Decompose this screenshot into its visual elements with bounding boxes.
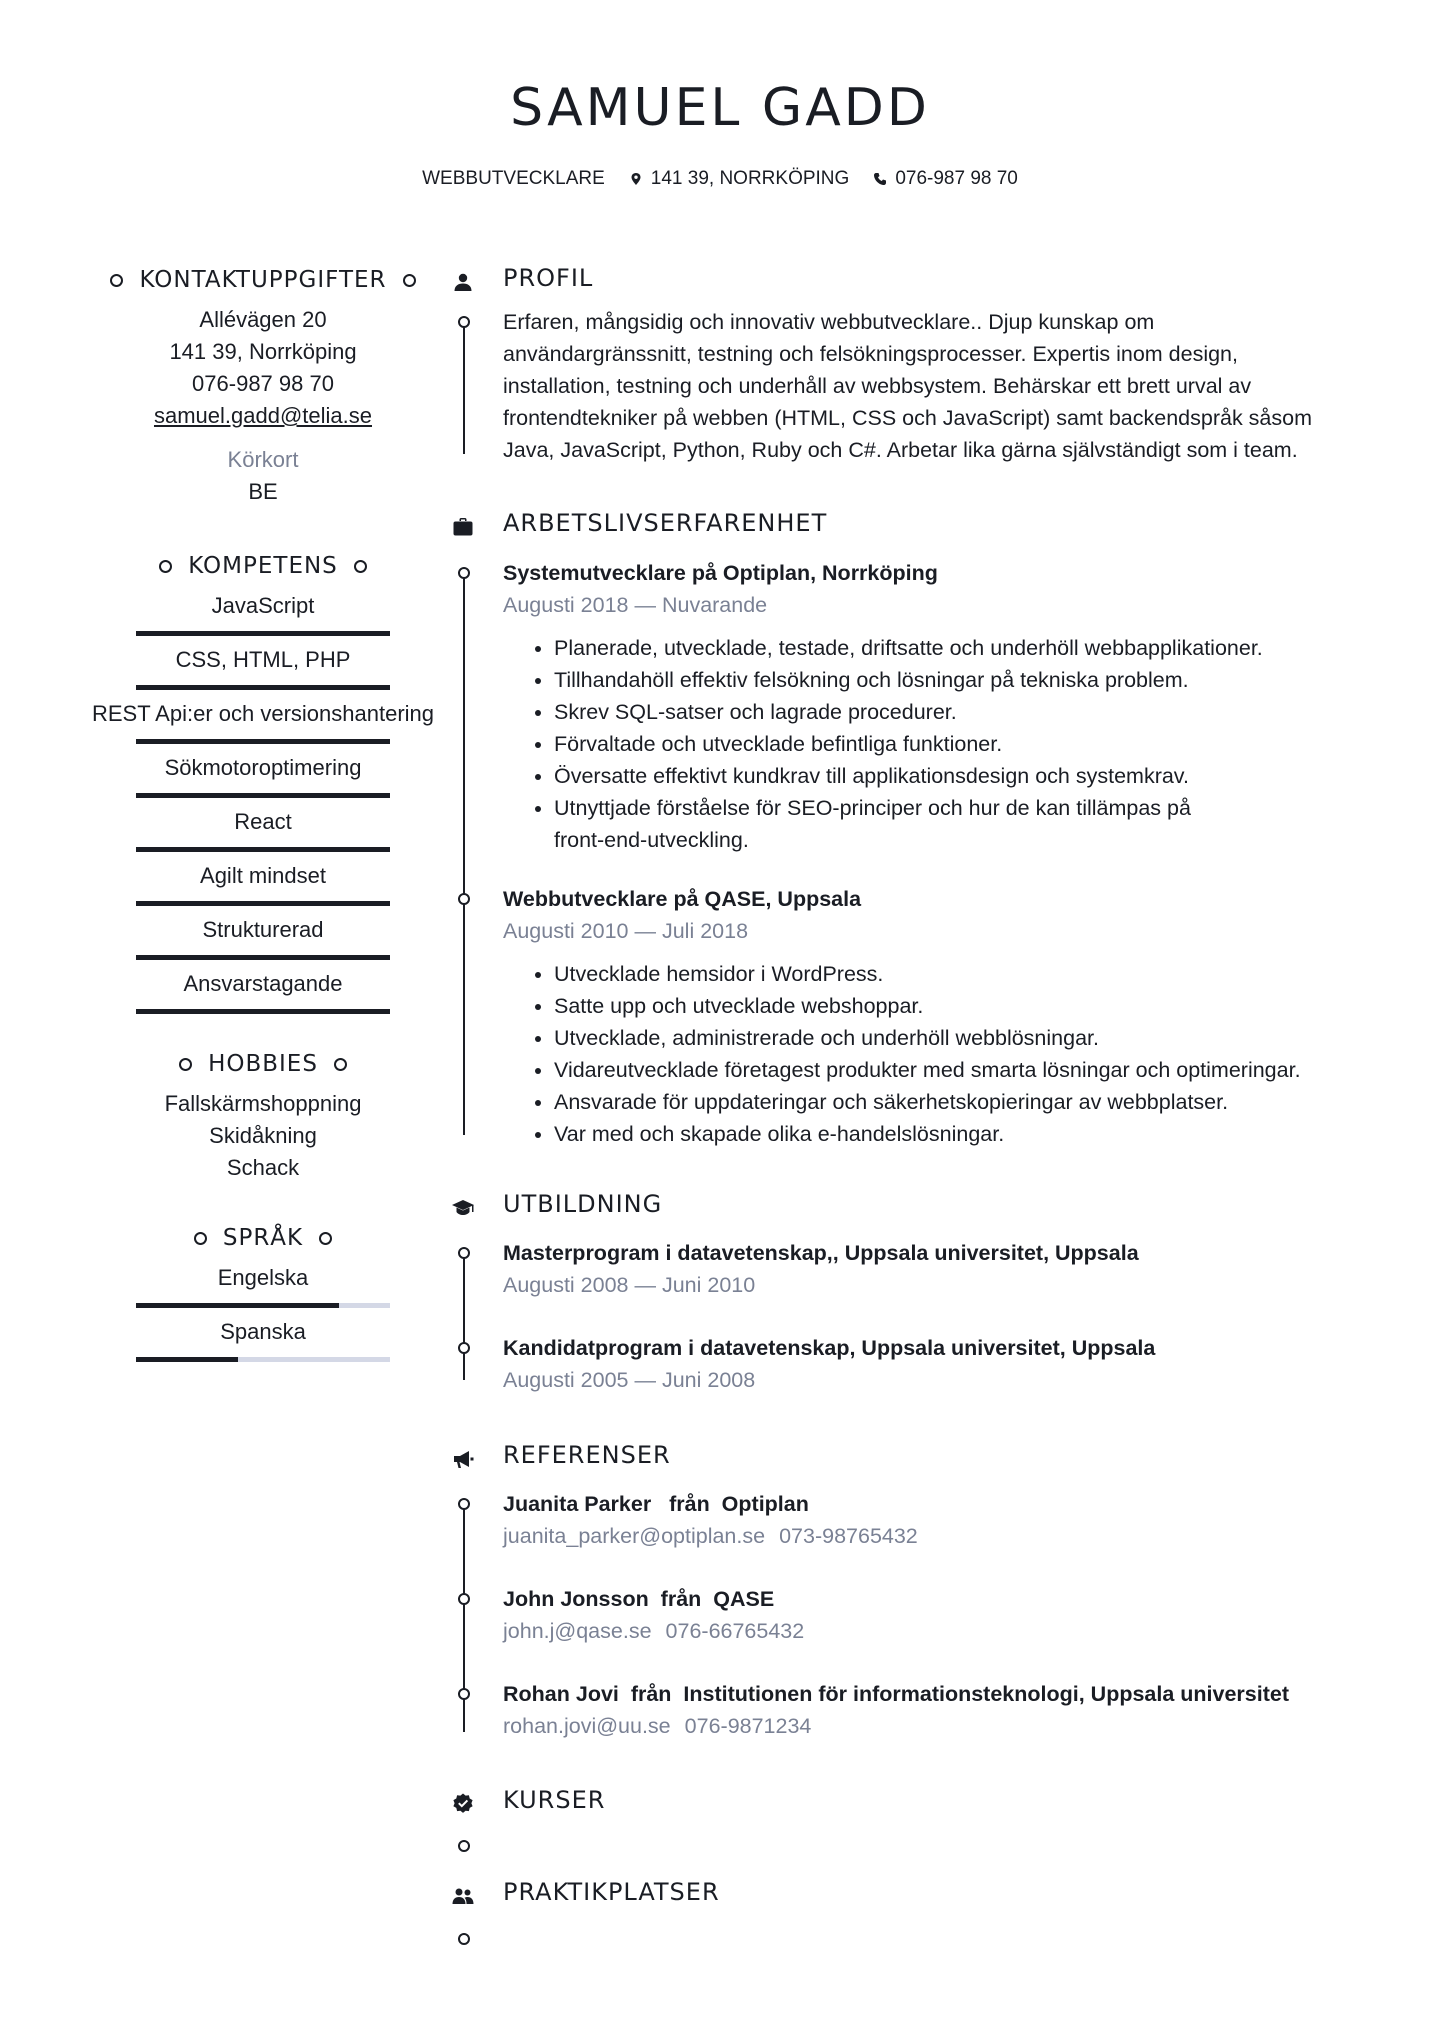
education-title: Kandidatprogram i datavetenskap, Uppsala universitet, Uppsala (503, 1336, 1156, 1360)
bullet-item: • Förvaltade och utvecklade befintliga funktioner. (554, 728, 1374, 760)
phone (873, 168, 1018, 190)
skill-bar (136, 631, 390, 636)
bullet-item: • Planerade, utvecklade, testade, driftsatte och underhöll webbapplikationer. (554, 632, 1374, 664)
timeline-dot (458, 1593, 470, 1605)
people-icon (451, 1884, 475, 1908)
ring-icon (354, 560, 367, 573)
job-entry (503, 883, 861, 947)
timeline-line (463, 1250, 465, 1380)
job-bullets (528, 632, 1374, 856)
reference-phone: 076-66765432 (665, 1619, 805, 1643)
profile-line: Erfaren, mångsidig och innovativ webbutvecklare.. Djup kunskap om (503, 310, 1155, 334)
ring-icon (110, 274, 123, 287)
language-level-fill (136, 1303, 339, 1308)
skill-label: Sökmotoroptimering (164, 755, 362, 780)
ring-icon (159, 560, 172, 573)
skill-item (85, 752, 441, 806)
bullet-item: • Skrev SQL-satser och lagrade procedurer. (554, 696, 1374, 728)
header-subline (0, 168, 1440, 190)
education-entry (503, 1237, 1139, 1301)
skill-item (85, 698, 441, 752)
skill-bar (136, 793, 390, 798)
education-period: Augusti 2005 — Juni 2008 (503, 1368, 756, 1392)
reference-entry (503, 1583, 818, 1647)
skill-bar (136, 685, 390, 690)
skills-list (85, 590, 441, 1022)
experience-heading: ARBETSLIVSERFARENHET (503, 509, 828, 537)
skill-label: React (234, 809, 292, 834)
job-title-text: WEBBUTVECKLARE (422, 168, 605, 189)
timeline-dot (458, 1247, 470, 1259)
skill-label: CSS, HTML, PHP (175, 647, 351, 672)
timeline-line (463, 570, 465, 1135)
timeline-dot (458, 316, 470, 328)
reference-phone: 073-98765432 (779, 1524, 918, 1548)
skill-item (85, 644, 441, 698)
language-level-bar (136, 1357, 390, 1362)
reference-contact (503, 1710, 1289, 1742)
timeline-dot (458, 1688, 470, 1700)
reference-phone: 076-9871234 (684, 1714, 812, 1738)
skill-bar (136, 901, 390, 906)
candidate-name: SAMUEL GADD (510, 78, 930, 138)
hobby-item: Schack (226, 1155, 300, 1180)
location-pin-icon (629, 172, 643, 186)
language-label: Engelska (217, 1265, 309, 1290)
language-label: Spanska (220, 1319, 306, 1344)
skill-label: Ansvarstagande (183, 971, 343, 996)
briefcase-icon (451, 515, 475, 539)
timeline-line (463, 320, 465, 454)
hobbies-heading-text: HOBBIES (208, 1051, 318, 1077)
location (629, 168, 850, 190)
reference-title: Juanita Parker från Optiplan (503, 1492, 809, 1516)
profile-heading: PROFIL (503, 264, 594, 292)
bullet-item: • Var med och skapade olika e-handelslösningar. (554, 1118, 1404, 1150)
language-item (85, 1262, 441, 1316)
contact-heading (85, 262, 441, 298)
job-bullets (528, 958, 1404, 1150)
language-level-bar (136, 1303, 390, 1308)
skill-bar (136, 847, 390, 852)
contact-email-link[interactable]: samuel.gadd@telia.se (153, 403, 372, 428)
timeline-dot (458, 893, 470, 905)
profile-line: installation, testning och underhåll av webbsystem. Behärskar ett brett urval av (503, 374, 1252, 398)
phone-icon (873, 172, 887, 186)
profile-line: användargränssnitt, testning och felsökningsprocesser. Expertis inom design, (503, 342, 1238, 366)
courses-heading: KURSER (503, 1786, 606, 1814)
phone-text: 076-987 98 70 (895, 168, 1018, 189)
timeline-dot (458, 1933, 470, 1945)
job-entry (503, 557, 938, 621)
contact-street: Allévägen 20 (199, 307, 327, 332)
ring-icon (194, 1232, 207, 1245)
job-period: Augusti 2018 — Nuvarande (503, 593, 768, 617)
bullet-item: • Vidareutvecklade företagest produkter med smarta lösningar och optimeringar. (554, 1054, 1404, 1086)
skill-label: REST Api:er och versionshantering (92, 701, 434, 726)
job-title: Webbutvecklare på QASE, Uppsala (503, 887, 862, 911)
profile-line: frontendtekniker på webben (HTML, CSS och JavaScript) samt backendspråk såsom (503, 406, 1313, 430)
reference-email[interactable]: john.j@qase.se (503, 1619, 652, 1643)
contact-heading-text: KONTAKTUPPGIFTER (139, 267, 387, 293)
job-title: Systemutvecklare på Optiplan, Norrköping (503, 561, 938, 585)
languages-heading-text: SPRÅK (222, 1225, 304, 1251)
skill-bar (136, 739, 390, 744)
skills-heading-text: KOMPETENS (188, 553, 338, 579)
skill-item (85, 806, 441, 860)
timeline-dot (458, 1498, 470, 1510)
person-icon (451, 270, 475, 294)
reference-contact (503, 1520, 932, 1552)
skill-label: JavaScript (211, 593, 315, 618)
skill-item (85, 860, 441, 914)
education-period: Augusti 2008 — Juni 2010 (503, 1273, 756, 1297)
skill-label: Strukturerad (202, 917, 324, 942)
profile-summary (503, 306, 1312, 466)
bullet-item: • Ansvarade för uppdateringar och säkerhetskopieringar av webbplatser. (554, 1086, 1404, 1118)
internships-heading: PRAKTIKPLATSER (503, 1878, 720, 1906)
skill-bar (136, 1009, 390, 1014)
license-value: BE (248, 479, 278, 504)
skills-heading (85, 548, 441, 584)
education-heading: UTBILDNING (503, 1190, 663, 1218)
bullet-item: • Satte upp och utvecklade webshoppar. (554, 990, 1404, 1022)
skill-item (85, 968, 441, 1022)
location-text: 141 39, NORRKÖPING (650, 168, 850, 189)
education-entry (503, 1332, 1155, 1396)
language-item (85, 1316, 441, 1370)
hobbies-heading (85, 1046, 441, 1082)
skill-item (85, 914, 441, 968)
graduation-cap-icon (451, 1196, 475, 1220)
languages-heading (85, 1220, 441, 1256)
ring-icon (319, 1232, 332, 1245)
bullet-item: • Utvecklade, administrerade och underhöll webblösningar. (554, 1022, 1404, 1054)
skill-label: Agilt mindset (200, 863, 326, 888)
reference-contact (503, 1615, 818, 1647)
job-title (422, 168, 605, 190)
reference-entry (503, 1678, 1289, 1742)
job-period: Augusti 2010 — Juli 2018 (503, 919, 749, 943)
bullet-item: • Utnyttjade förståelse för SEO-principer och hur de kan tillämpas på front-end-utveckling. (554, 792, 1244, 856)
timeline-dot (458, 567, 470, 579)
skill-bar (136, 955, 390, 960)
reference-email[interactable]: juanita_parker@optiplan.se (503, 1524, 766, 1548)
ring-icon (334, 1058, 347, 1071)
reference-title: John Jonsson från QASE (503, 1587, 775, 1611)
ring-icon (403, 274, 416, 287)
language-level-fill (136, 1357, 238, 1362)
contact-city: 141 39, Norrköping (169, 339, 357, 364)
bullet-item: • Översatte effektivt kundkrav till applikationsdesign och systemkrav. (554, 760, 1374, 792)
profile-line: Java, JavaScript, Python, Ruby och C#. Arbetar lika gärna självständigt som i team. (503, 438, 1298, 462)
timeline-dot (458, 1342, 470, 1354)
timeline-dot (458, 1840, 470, 1852)
reference-title: Rohan Jovi från Institutionen för informationsteknologi, Uppsala universitet (503, 1682, 1290, 1706)
sidebar (85, 262, 441, 1370)
ring-icon (179, 1058, 192, 1071)
reference-entry (503, 1488, 932, 1552)
bullet-item: • Utvecklade hemsidor i WordPress. (554, 958, 1404, 990)
bullet-item: • Tillhandahöll effektiv felsökning och lösningar på tekniska problem. (554, 664, 1374, 696)
skill-item (85, 590, 441, 644)
verified-badge-icon (451, 1792, 475, 1816)
reference-email[interactable]: rohan.jovi@uu.se (503, 1714, 671, 1738)
megaphone-icon (451, 1447, 475, 1471)
hobby-item: Skidåkning (209, 1123, 317, 1148)
license-label: Körkort (227, 447, 299, 472)
contact-phone: 076-987 98 70 (192, 371, 334, 396)
hobby-item: Fallskärmshoppning (164, 1091, 362, 1116)
education-title: Masterprogram i datavetenskap,, Uppsala universitet, Uppsala (503, 1241, 1139, 1265)
references-heading: REFERENSER (503, 1441, 671, 1469)
